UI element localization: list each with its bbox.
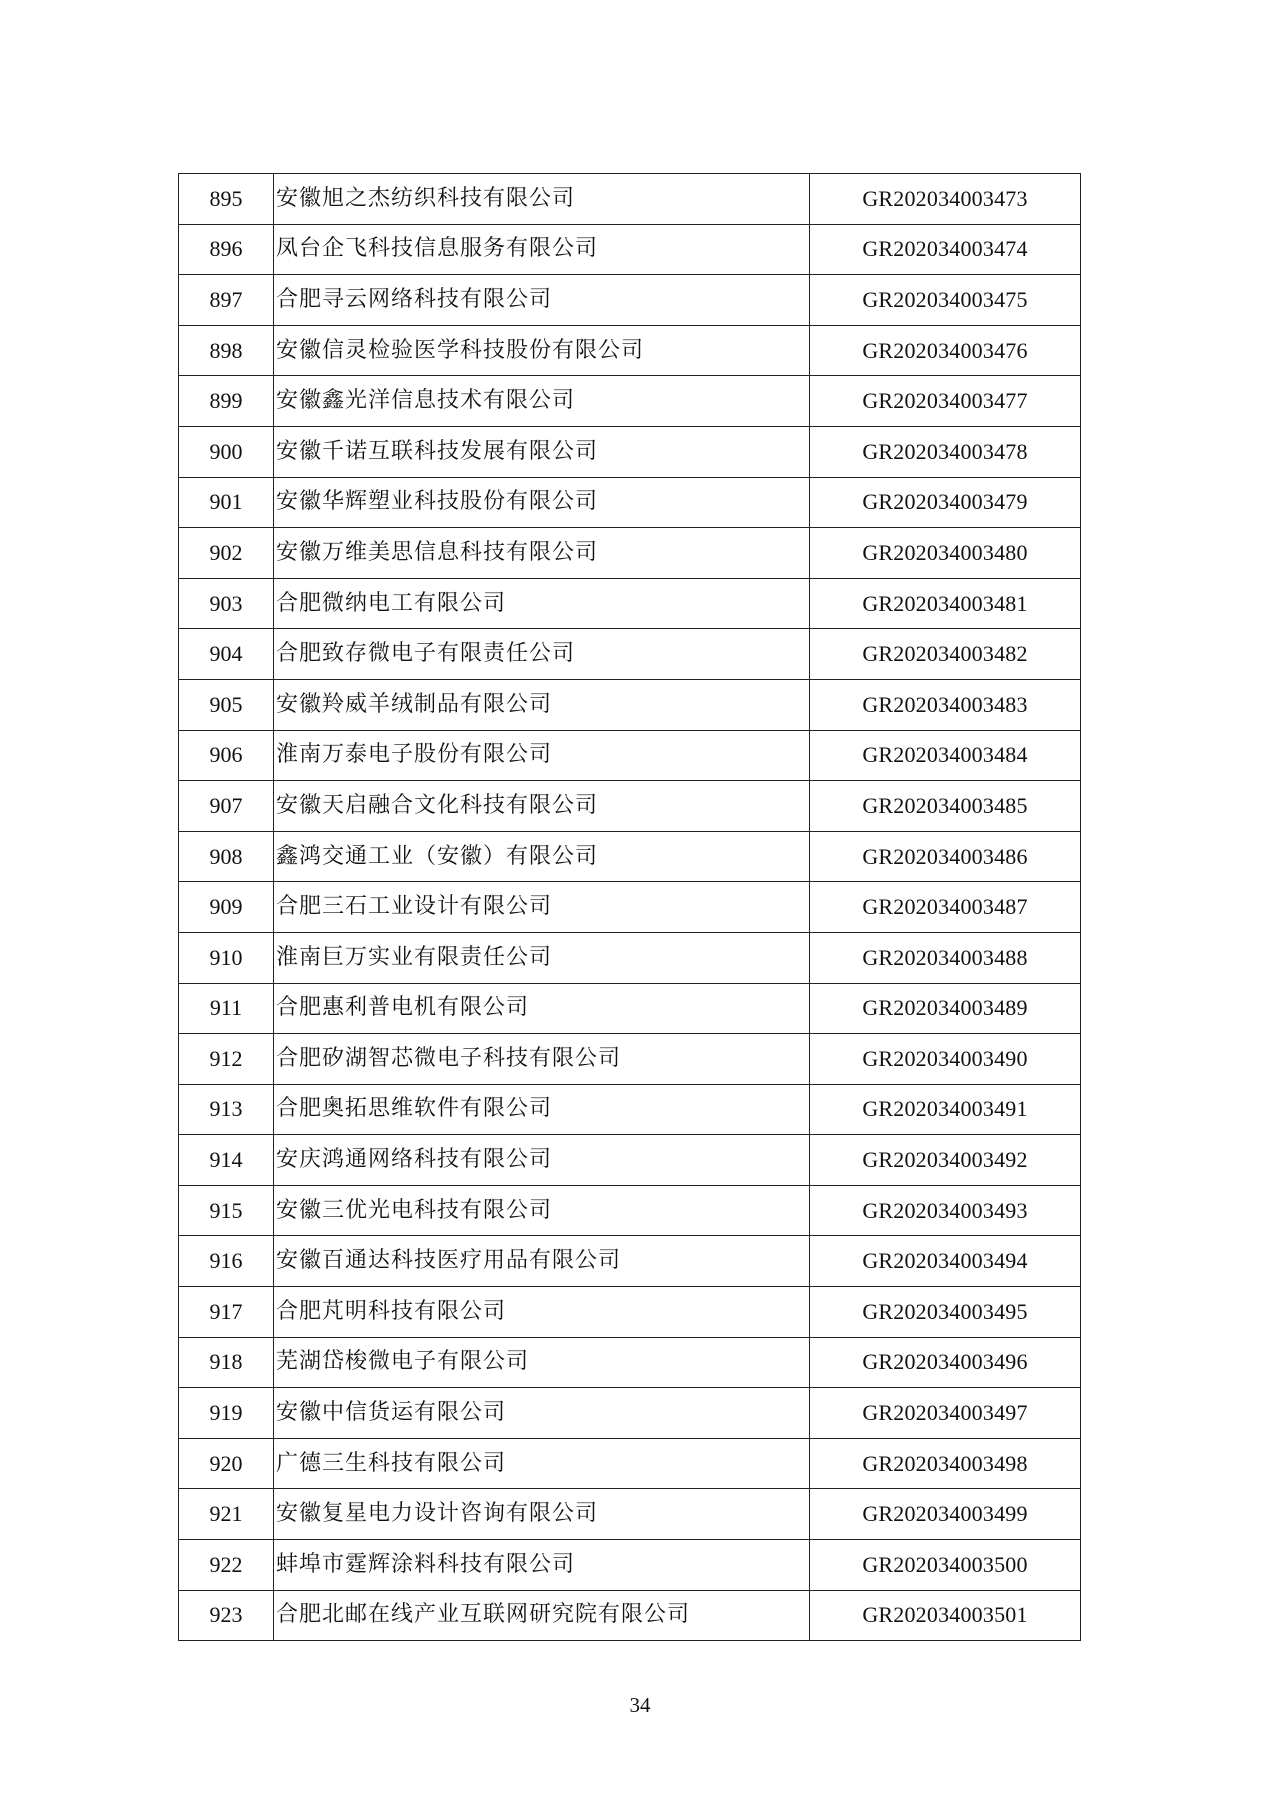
table-row — [179, 275, 1081, 326]
certificate-number: GR202034003485 — [810, 781, 1081, 832]
company-name: 安庆鸿通网络科技有限公司 — [274, 1135, 810, 1186]
certificate-number: GR202034003480 — [810, 528, 1081, 579]
table-row — [179, 1084, 1081, 1135]
company-name: 凤台企飞科技信息服务有限公司 — [274, 224, 810, 275]
table-row — [179, 730, 1081, 781]
certificate-number: GR202034003489 — [810, 983, 1081, 1034]
table-row — [179, 1236, 1081, 1287]
company-name: 合肥惠利普电机有限公司 — [274, 983, 810, 1034]
row-number: 910 — [179, 932, 274, 983]
company-name: 安徽华辉塑业科技股份有限公司 — [274, 477, 810, 528]
row-number: 898 — [179, 325, 274, 376]
row-number: 897 — [179, 275, 274, 326]
row-number: 904 — [179, 629, 274, 680]
certificate-number: GR202034003493 — [810, 1185, 1081, 1236]
row-number: 912 — [179, 1034, 274, 1085]
certificate-number: GR202034003492 — [810, 1135, 1081, 1186]
certificate-number: GR202034003475 — [810, 275, 1081, 326]
certificate-number: GR202034003482 — [810, 629, 1081, 680]
table-row — [179, 1185, 1081, 1236]
certificate-number: GR202034003487 — [810, 882, 1081, 933]
row-number: 896 — [179, 224, 274, 275]
page-number: 34 — [629, 1693, 651, 1717]
row-number: 903 — [179, 578, 274, 629]
company-name: 安徽百通达科技医疗用品有限公司 — [274, 1236, 810, 1287]
table-row — [179, 578, 1081, 629]
row-number: 906 — [179, 730, 274, 781]
certificate-number: GR202034003474 — [810, 224, 1081, 275]
table-row — [179, 932, 1081, 983]
company-name: 安徽天启融合文化科技有限公司 — [274, 781, 810, 832]
certificate-number: GR202034003476 — [810, 325, 1081, 376]
table-row — [179, 1337, 1081, 1388]
row-number: 907 — [179, 781, 274, 832]
company-name: 安徽中信货运有限公司 — [274, 1388, 810, 1439]
certificate-number: GR202034003481 — [810, 578, 1081, 629]
company-name: 合肥三石工业设计有限公司 — [274, 882, 810, 933]
company-name: 安徽鑫光洋信息技术有限公司 — [274, 376, 810, 427]
row-number: 922 — [179, 1540, 274, 1591]
table-row — [179, 426, 1081, 477]
company-name: 合肥奥拓思维软件有限公司 — [274, 1084, 810, 1135]
company-name: 安徽旭之杰纺织科技有限公司 — [274, 174, 810, 225]
company-name: 淮南万泰电子股份有限公司 — [274, 730, 810, 781]
row-number: 900 — [179, 426, 274, 477]
company-name: 合肥寻云网络科技有限公司 — [274, 275, 810, 326]
company-name: 广德三生科技有限公司 — [274, 1438, 810, 1489]
table-row — [179, 325, 1081, 376]
company-name: 安徽复星电力设计咨询有限公司 — [274, 1489, 810, 1540]
row-number: 914 — [179, 1135, 274, 1186]
row-number: 916 — [179, 1236, 274, 1287]
company-name: 安徽信灵检验医学科技股份有限公司 — [274, 325, 810, 376]
company-name: 合肥致存微电子有限责任公司 — [274, 629, 810, 680]
certificate-number: GR202034003495 — [810, 1287, 1081, 1338]
row-number: 899 — [179, 376, 274, 427]
table-row — [179, 376, 1081, 427]
table-row — [179, 679, 1081, 730]
certificate-number: GR202034003494 — [810, 1236, 1081, 1287]
table-row — [179, 983, 1081, 1034]
company-name: 合肥矽湖智芯微电子科技有限公司 — [274, 1034, 810, 1085]
table-row — [179, 1590, 1081, 1641]
row-number: 913 — [179, 1084, 274, 1135]
certificate-number: GR202034003500 — [810, 1540, 1081, 1591]
company-name: 安徽千诺互联科技发展有限公司 — [274, 426, 810, 477]
certificate-number: GR202034003498 — [810, 1438, 1081, 1489]
company-name: 芜湖岱梭微电子有限公司 — [274, 1337, 810, 1388]
table-row — [179, 1287, 1081, 1338]
row-number: 902 — [179, 528, 274, 579]
company-name: 安徽三优光电科技有限公司 — [274, 1185, 810, 1236]
certificate-number: GR202034003488 — [810, 932, 1081, 983]
company-name: 合肥北邮在线产业互联网研究院有限公司 — [274, 1590, 810, 1641]
table-row — [179, 224, 1081, 275]
table-row — [179, 1388, 1081, 1439]
company-name: 合肥芃明科技有限公司 — [274, 1287, 810, 1338]
certificate-number: GR202034003491 — [810, 1084, 1081, 1135]
certificate-number: GR202034003484 — [810, 730, 1081, 781]
company-name: 蚌埠市霆辉涂料科技有限公司 — [274, 1540, 810, 1591]
certificate-number: GR202034003477 — [810, 376, 1081, 427]
certificate-number: GR202034003501 — [810, 1590, 1081, 1641]
company-name: 安徽万维美思信息科技有限公司 — [274, 528, 810, 579]
table-body — [179, 174, 1081, 1641]
row-number: 923 — [179, 1590, 274, 1641]
certificate-number: GR202034003490 — [810, 1034, 1081, 1085]
row-number: 917 — [179, 1287, 274, 1338]
company-name: 淮南巨万实业有限责任公司 — [274, 932, 810, 983]
row-number: 915 — [179, 1185, 274, 1236]
certificate-number: GR202034003497 — [810, 1388, 1081, 1439]
row-number: 908 — [179, 831, 274, 882]
row-number: 911 — [179, 983, 274, 1034]
company-name: 安徽羚威羊绒制品有限公司 — [274, 679, 810, 730]
row-number: 921 — [179, 1489, 274, 1540]
enterprise-list-table — [178, 173, 1081, 1641]
table-row — [179, 1438, 1081, 1489]
table-row — [179, 1540, 1081, 1591]
table-row — [179, 781, 1081, 832]
row-number: 905 — [179, 679, 274, 730]
row-number: 918 — [179, 1337, 274, 1388]
table-row — [179, 882, 1081, 933]
table-row — [179, 831, 1081, 882]
row-number: 920 — [179, 1438, 274, 1489]
table-row — [179, 629, 1081, 680]
certificate-number: GR202034003499 — [810, 1489, 1081, 1540]
table-row — [179, 1489, 1081, 1540]
row-number: 919 — [179, 1388, 274, 1439]
certificate-number: GR202034003479 — [810, 477, 1081, 528]
table-row — [179, 1135, 1081, 1186]
certificate-number: GR202034003486 — [810, 831, 1081, 882]
table-row — [179, 477, 1081, 528]
row-number: 909 — [179, 882, 274, 933]
certificate-number: GR202034003478 — [810, 426, 1081, 477]
company-name: 合肥微纳电工有限公司 — [274, 578, 810, 629]
company-name: 鑫鸿交通工业（安徽）有限公司 — [274, 831, 810, 882]
certificate-number: GR202034003496 — [810, 1337, 1081, 1388]
table-row — [179, 1034, 1081, 1085]
table-row — [179, 174, 1081, 225]
row-number: 901 — [179, 477, 274, 528]
row-number: 895 — [179, 174, 274, 225]
table-row — [179, 528, 1081, 579]
certificate-number: GR202034003473 — [810, 174, 1081, 225]
certificate-number: GR202034003483 — [810, 679, 1081, 730]
